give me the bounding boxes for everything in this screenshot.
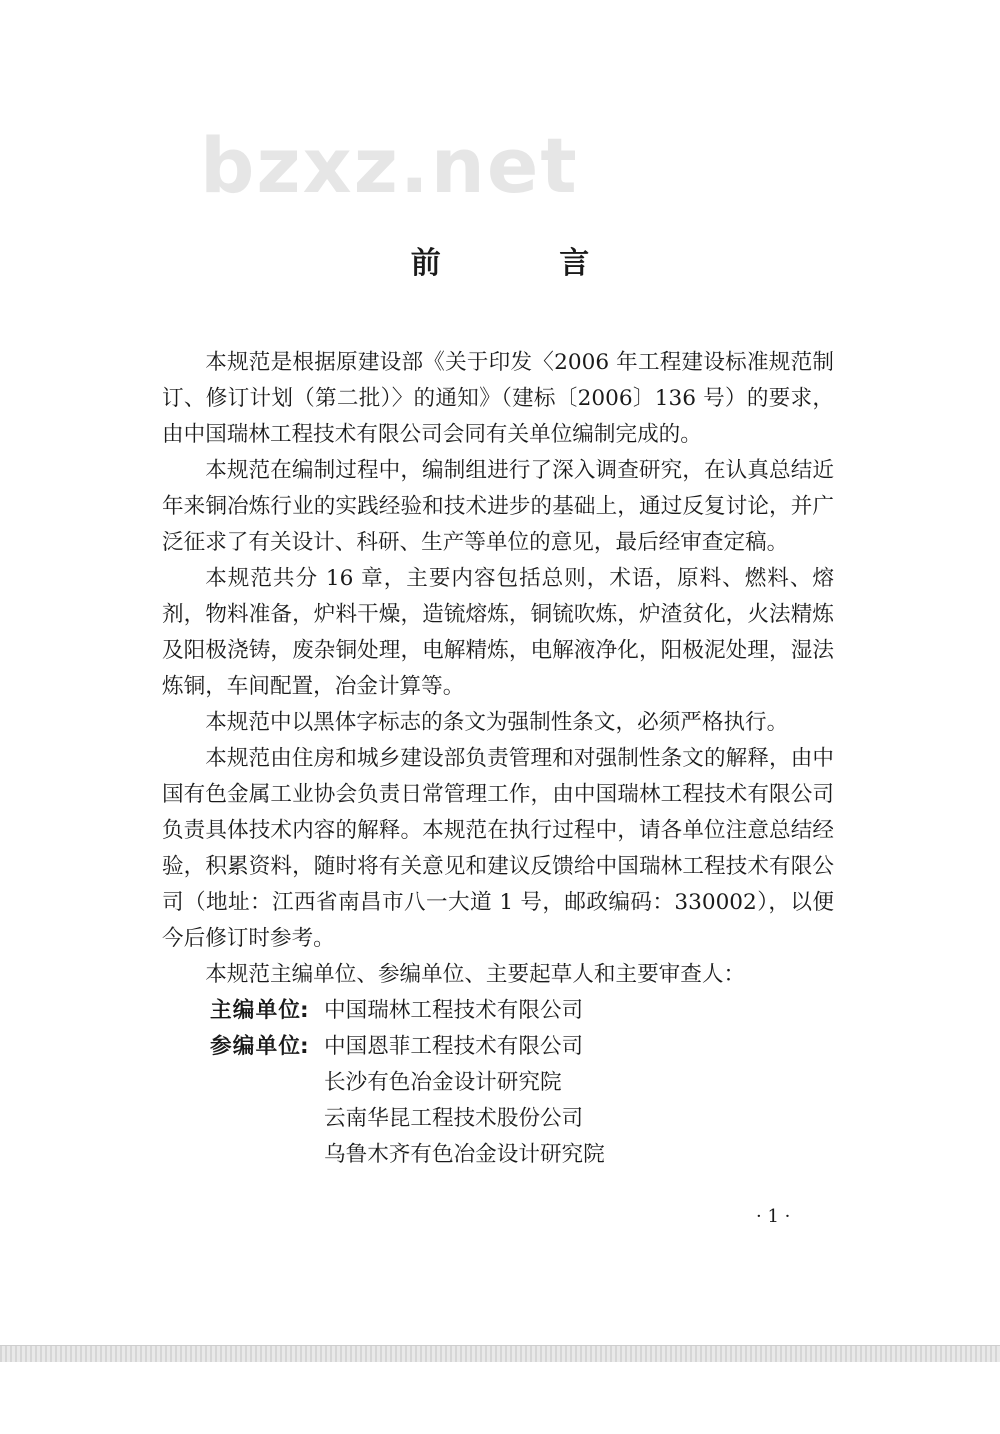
participating-unit-row: [162, 1065, 834, 1101]
paragraph: 本规范中以黑体字标志的条文为强制性条文，必须严格执行。: [205, 710, 789, 735]
paragraph: 本规范共分 16 章，主要内容包括总则，术语，原料、燃料、熔剂，物料准备，炉料干燥，造锍熔炼，铜锍吹炼，炉渣贫化，火法精炼及阳极浇铸，废杂铜处理，电解精炼，电解液净化，阳极泥处理，湿法炼铜，车间配置，冶金计算等。: [162, 566, 834, 699]
paragraph: 本规范在编制过程中，编制组进行了深入调查研究，在认真总结近年来铜冶炼行业的实践经验和技术进步的基础上，通过反复讨论，并广泛征求了有关设计、科研、生产等单位的意见，最后经审查定稿。: [162, 458, 834, 555]
page-title: 前 言: [410, 246, 644, 281]
participating-unit-row: [162, 1137, 834, 1173]
participating-unit-value: 乌鲁木齐有色冶金设计研究院: [324, 1142, 605, 1167]
chief-unit-colon: :: [300, 998, 309, 1023]
chief-unit-row: [162, 993, 834, 1029]
chief-unit-label: 主编单位: [210, 998, 300, 1023]
participating-unit-value: 中国恩菲工程技术有限公司: [324, 1034, 584, 1059]
preface-body: [162, 345, 834, 1173]
participating-unit-colon: :: [300, 1034, 309, 1059]
paragraph: 本规范是根据原建设部《关于印发〈2006 年工程建设标准规范制订、修订计划（第二批）〉的通知》（建标〔2006〕136 号）的要求，由中国瑞林工程技术有限公司会同有关单位编制完成的。: [162, 350, 834, 447]
paragraph: 本规范主编单位、参编单位、主要起草人和主要审查人：: [205, 962, 746, 987]
participating-unit-label: 参编单位: [210, 1034, 300, 1059]
chief-unit-value: 中国瑞林工程技术有限公司: [324, 998, 584, 1023]
viewer-page-divider: [0, 1345, 1000, 1362]
participating-unit-row: [162, 1101, 834, 1137]
paragraph: 本规范由住房和城乡建设部负责管理和对强制性条文的解释，由中国有色金属工业协会负责日常管理工作，由中国瑞林工程技术有限公司负责具体技术内容的解释。本规范在执行过程中，请各单位注意总结经验，积累资料，随时将有关意见和建议反馈给中国瑞林工程技术有限公司（地址：江西省南昌市八一大道 1 号，邮政编码：330002），以便今后修订时参考。: [162, 746, 834, 951]
viewer-next-page-area: [0, 1362, 1000, 1434]
participating-unit-value: 云南华昆工程技术股份公司: [324, 1106, 584, 1131]
participating-unit-value: 长沙有色冶金设计研究院: [324, 1070, 562, 1095]
page-number: · 1 ·: [756, 1206, 791, 1227]
participating-unit-row: [162, 1029, 834, 1065]
watermark: bzxz.net: [200, 121, 579, 210]
